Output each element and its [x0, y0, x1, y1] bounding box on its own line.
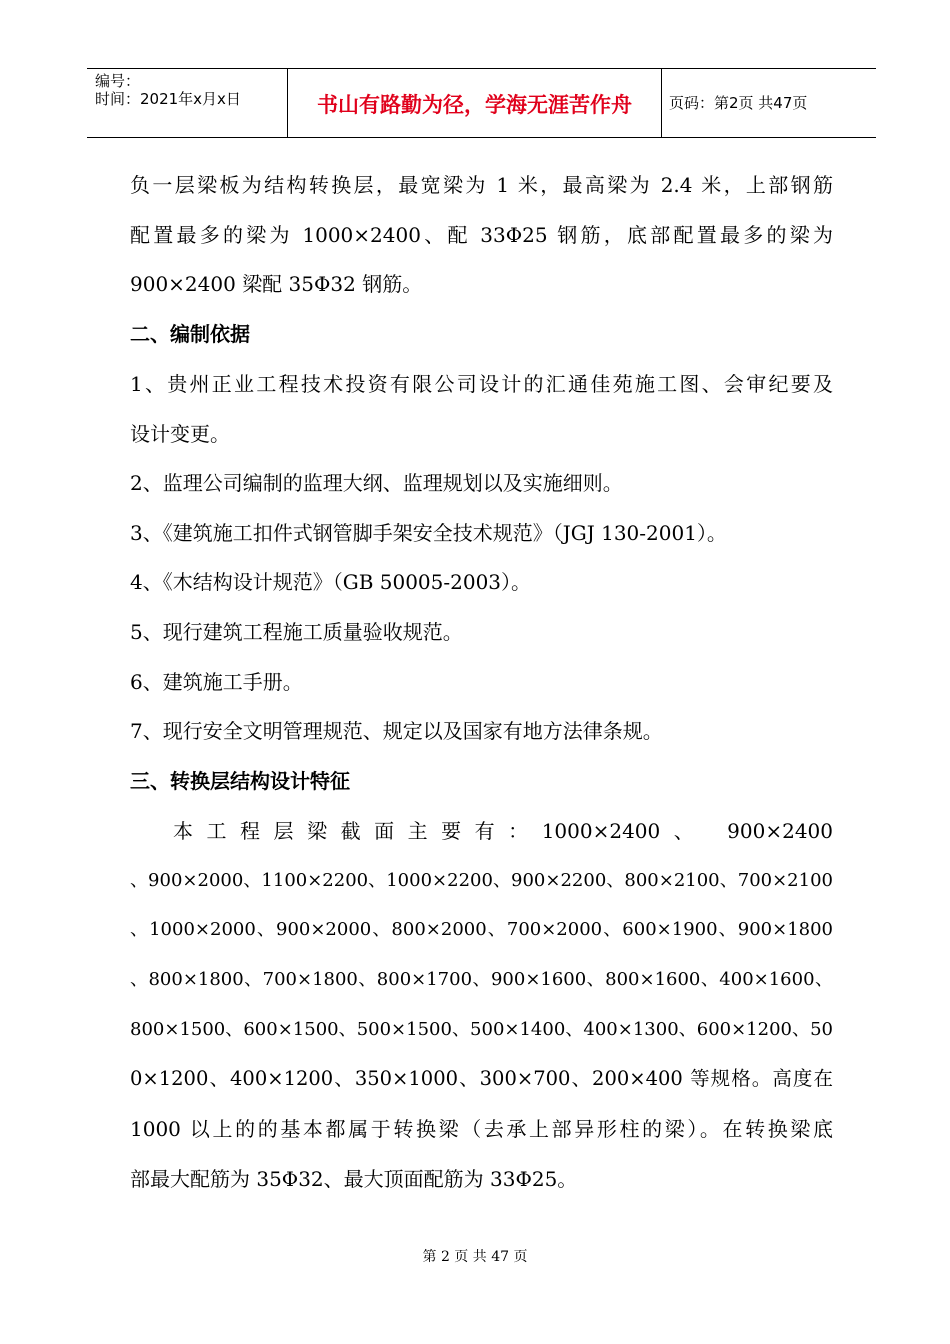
header-meta-cell [87, 69, 287, 137]
body-line: 2、监理公司编制的监理大纲、监理规划以及实施细则。 [130, 471, 623, 495]
page-footer: 第 2 页 共 47 页 [422, 1249, 528, 1265]
body-line: 7、现行安全文明管理规范、规定以及国家有地方法律条规。 [130, 719, 663, 743]
body-line: 5、现行建筑工程施工质量验收规范。 [130, 620, 463, 644]
document-header [87, 68, 876, 138]
body-line: 1000 以上的的基本都属于转换梁（去承上部异形柱的梁）。在转换梁底 [130, 1117, 833, 1141]
body-line: 4、《木结构设计规范》（GB 50005-2003）。 [130, 570, 532, 594]
header-motto-cell [287, 69, 662, 137]
body-line: 6、建筑施工手册。 [130, 670, 303, 694]
section-heading: 二、编制依据 [130, 322, 250, 346]
body-line: 900×2400 梁配 35Φ32 钢筋。 [130, 272, 423, 296]
body-line: 设计变更。 [130, 422, 230, 446]
body-line: 0×1200、400×1200、350×1000、300×700、200×400 等规格。高度在 [130, 1067, 833, 1090]
header-motto: 书山有路勤为径，学海无涯苦作舟 [317, 93, 632, 117]
header-page-info: 页码：第2页 共47页 [669, 94, 808, 112]
body-line: 本工程层梁截面主要有：1000×2400、 900×2400 [173, 819, 833, 843]
header-page-cell [661, 69, 876, 137]
body-line: 配置最多的梁为 1000×2400、配 33Φ25 钢筋，底部配置最多的梁为 [130, 223, 833, 247]
document-time-label: 时间：2021年x月x日 [95, 90, 241, 108]
body-line: 3、《建筑施工扣件式钢管脚手架安全技术规范》（JGJ 130-2001）。 [130, 521, 727, 545]
body-line: 、900×2000、1100×2200、1000×2200、900×2200、800×2100、700×2100 [130, 870, 833, 891]
section-heading: 三、转换层结构设计特征 [130, 769, 350, 793]
body-line: 、1000×2000、900×2000、800×2000、700×2000、600×1900、900×1800 [130, 919, 833, 940]
document-number-label: 编号： [95, 72, 141, 90]
body-line: 800×1500、600×1500、500×1500、500×1400、400×1300、600×1200、50 [130, 1019, 833, 1040]
body-line: 负一层梁板为结构转换层，最宽梁为 1 米，最高梁为 2.4 米，上部钢筋 [130, 173, 833, 197]
body-line: 、800×1800、700×1800、800×1700、900×1600、800×1600、400×1600、 [130, 969, 833, 990]
body-line: 1、贵州正业工程技术投资有限公司设计的汇通佳苑施工图、会审纪要及 [130, 372, 833, 396]
body-line: 部最大配筋为 35Φ32、最大顶面配筋为 33Φ25。 [130, 1167, 578, 1191]
